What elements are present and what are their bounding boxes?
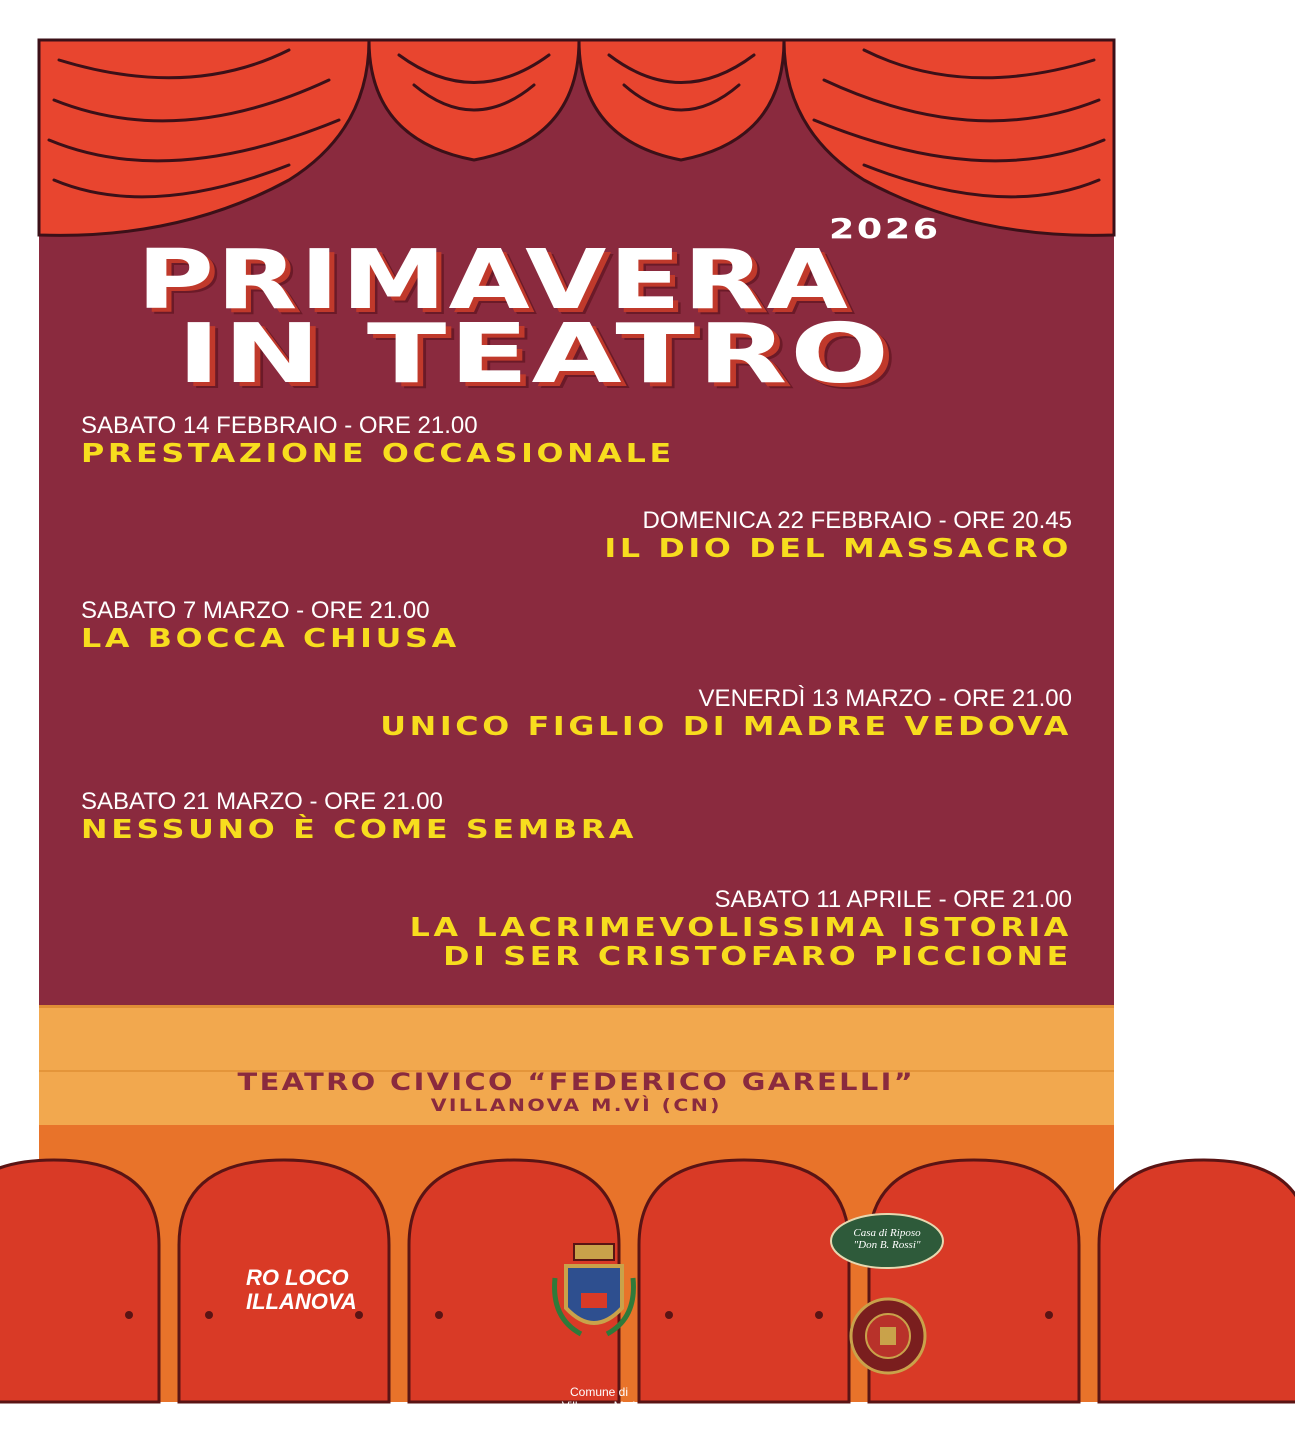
event-date: SABATO 7 MARZO - ORE 21.00 <box>81 597 430 624</box>
venue-block <box>39 1068 1114 1116</box>
event-item <box>77 685 1072 742</box>
event-title-line2: DI SER CRISTOFARO PICCIONE <box>443 942 1072 972</box>
stage-edge <box>39 1005 1114 1008</box>
event-item <box>77 886 1072 972</box>
page-title-line1: PRIMAVERA <box>137 233 851 328</box>
casa-logo-line2: "Don B. Rossi" <box>853 1239 921 1251</box>
proloco-logo-line2: ILLANOVA <box>246 1289 357 1314</box>
page-title-line2: IN TEATRO <box>177 307 892 402</box>
event-item <box>81 412 1076 469</box>
comune-label-line2: Villanova M.vì <box>561 1399 637 1413</box>
comune-logo-label <box>549 1385 649 1413</box>
comune-label-line1: Comune di <box>569 1385 629 1399</box>
event-year: 2026 <box>829 212 941 245</box>
event-date: SABATO 11 APRILE - ORE 21.00 <box>714 886 1072 913</box>
event-item <box>81 597 1076 654</box>
event-date: DOMENICA 22 FEBBRAIO - ORE 20.45 <box>642 507 1072 534</box>
venue-name: TEATRO CIVICO “FEDERICO GARELLI” <box>237 1068 916 1096</box>
casa-logo-line1: Casa di Riposo <box>853 1227 921 1239</box>
event-title: NESSUNO È COME SEMBRA <box>81 815 638 845</box>
proloco-logo-line1: RO LOCO <box>246 1265 349 1290</box>
event-title: IL DIO DEL MASSACRO <box>604 534 1072 564</box>
event-title-line1: LA LACRIMEVOLISSIMA ISTORIA <box>409 913 1072 943</box>
event-item <box>77 507 1072 564</box>
poster <box>39 40 1114 1413</box>
event-date: SABATO 21 MARZO - ORE 21.00 <box>81 788 443 815</box>
event-item <box>81 788 1076 845</box>
casa-di-riposo-logo <box>831 1215 943 1267</box>
venue-city: VILLANOVA M.VÌ (CN) <box>430 1096 723 1116</box>
event-date: SABATO 14 FEBBRAIO - ORE 21.00 <box>81 412 478 439</box>
title-block <box>39 40 1114 440</box>
society-seal-icon <box>849 1297 927 1375</box>
event-title: LA BOCCA CHIUSA <box>81 624 460 654</box>
event-date: VENERDÌ 13 MARZO - ORE 21.00 <box>698 685 1072 712</box>
comune-crest-icon <box>551 1238 637 1348</box>
event-title: UNICO FIGLIO DI MADRE VEDOVA <box>380 712 1072 742</box>
event-title: PRESTAZIONE OCCASIONALE <box>81 439 675 469</box>
proloco-logo <box>246 1266 370 1336</box>
